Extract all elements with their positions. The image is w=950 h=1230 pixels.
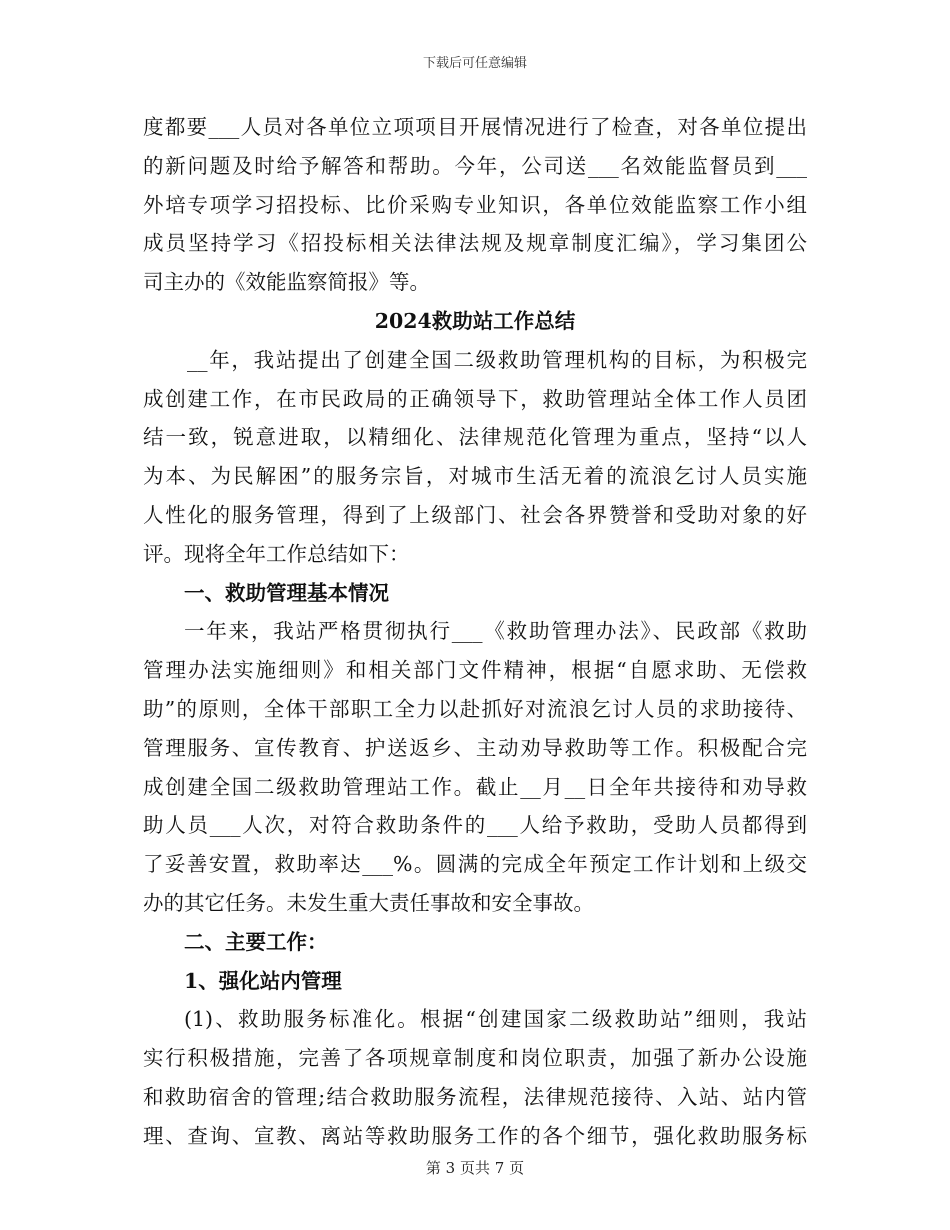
paragraph-line: __年，我站提出了创建全国二级救助管理机构的目标，为积极完 <box>187 347 807 372</box>
paragraph-line: 成创建工作，在市民政局的正确领导下，救助管理站全体工作人员团 <box>143 386 807 411</box>
paragraph-line: 助人员___人次，对符合救助条件的___人给予救助，受助人员都得到 <box>143 813 807 838</box>
paragraph-line: 管理办法实施细则》和相关部门文件精神，根据“自愿求助、无偿救 <box>143 658 807 683</box>
section-heading: 二、主要工作： <box>184 929 328 954</box>
document-title: 2024救助站工作总结 <box>374 308 576 333</box>
paragraph-line: 管理服务、宣传教育、护送返乡、主动劝导救助等工作。积极配合完 <box>143 735 807 760</box>
paragraph-line: 成员坚持学习《招投标相关法律法规及规章制度汇编》，学习集团公 <box>143 231 807 256</box>
paragraph-line: 了妥善安置，救助率达___%。圆满的完成全年预定工作计划和上级交 <box>143 852 807 877</box>
paragraph-line: 理、查询、宣教、离站等救助服务工作的各个细节，强化救助服务标 <box>143 1123 807 1148</box>
document-body <box>143 108 807 1156</box>
paragraph-line: 的新问题及时给予解答和帮助。今年，公司送___名效能监督员到___ <box>143 153 807 178</box>
paragraph-line: 评。现将全年工作总结如下： <box>143 541 410 566</box>
paragraph-line: 实行积极措施，完善了各项规章制度和岗位职责，加强了新办公设施 <box>143 1046 807 1071</box>
paragraph-line: 为本、为民解困”的服务宗旨，对城市生活无着的流浪乞讨人员实施 <box>143 464 807 489</box>
paragraph-line: 和救助宿舍的管理;结合救助服务流程，法律规范接待、入站、站内管 <box>143 1084 807 1109</box>
paragraph-line: 助”的原则，全体干部职工全力以赴抓好对流浪乞讨人员的求助接待、 <box>143 696 807 721</box>
paragraph-line: 成创建全国二级救助管理站工作。截止__月__日全年共接待和劝导救 <box>143 774 807 799</box>
section-heading: 一、救助管理基本情况 <box>184 580 389 605</box>
paragraph-line: 外培专项学习招投标、比价采购专业知识，各单位效能监察工作小组 <box>143 192 807 217</box>
subsection-heading: 1、强化站内管理 <box>184 968 342 993</box>
paragraph-line: 司主办的《效能监察简报》等。 <box>143 270 430 295</box>
paragraph-line: 度都要___人员对各单位立项项目开展情况进行了检查，对各单位提出 <box>143 115 807 139</box>
paragraph-line: (1)、救助服务标准化。根据“创建国家二级救助站”细则，我站 <box>184 1007 807 1032</box>
paragraph-line: 结一致，锐意进取，以精细化、法律规范化管理为重点，坚持“以人 <box>143 425 807 450</box>
paragraph-line: 人性化的服务管理，得到了上级部门、社会各界赞誉和受助对象的好 <box>143 502 807 527</box>
paragraph-line: 办的其它任务。未发生重大责任事故和安全事故。 <box>143 890 594 915</box>
page-number-footer: 第 3 页共 7 页 <box>425 1159 525 1177</box>
header-note: 下载后可任意编辑 <box>422 56 527 71</box>
paragraph-line: 一年来，我站严格贯彻执行___《救助管理办法》、民政部《救助 <box>184 619 807 644</box>
